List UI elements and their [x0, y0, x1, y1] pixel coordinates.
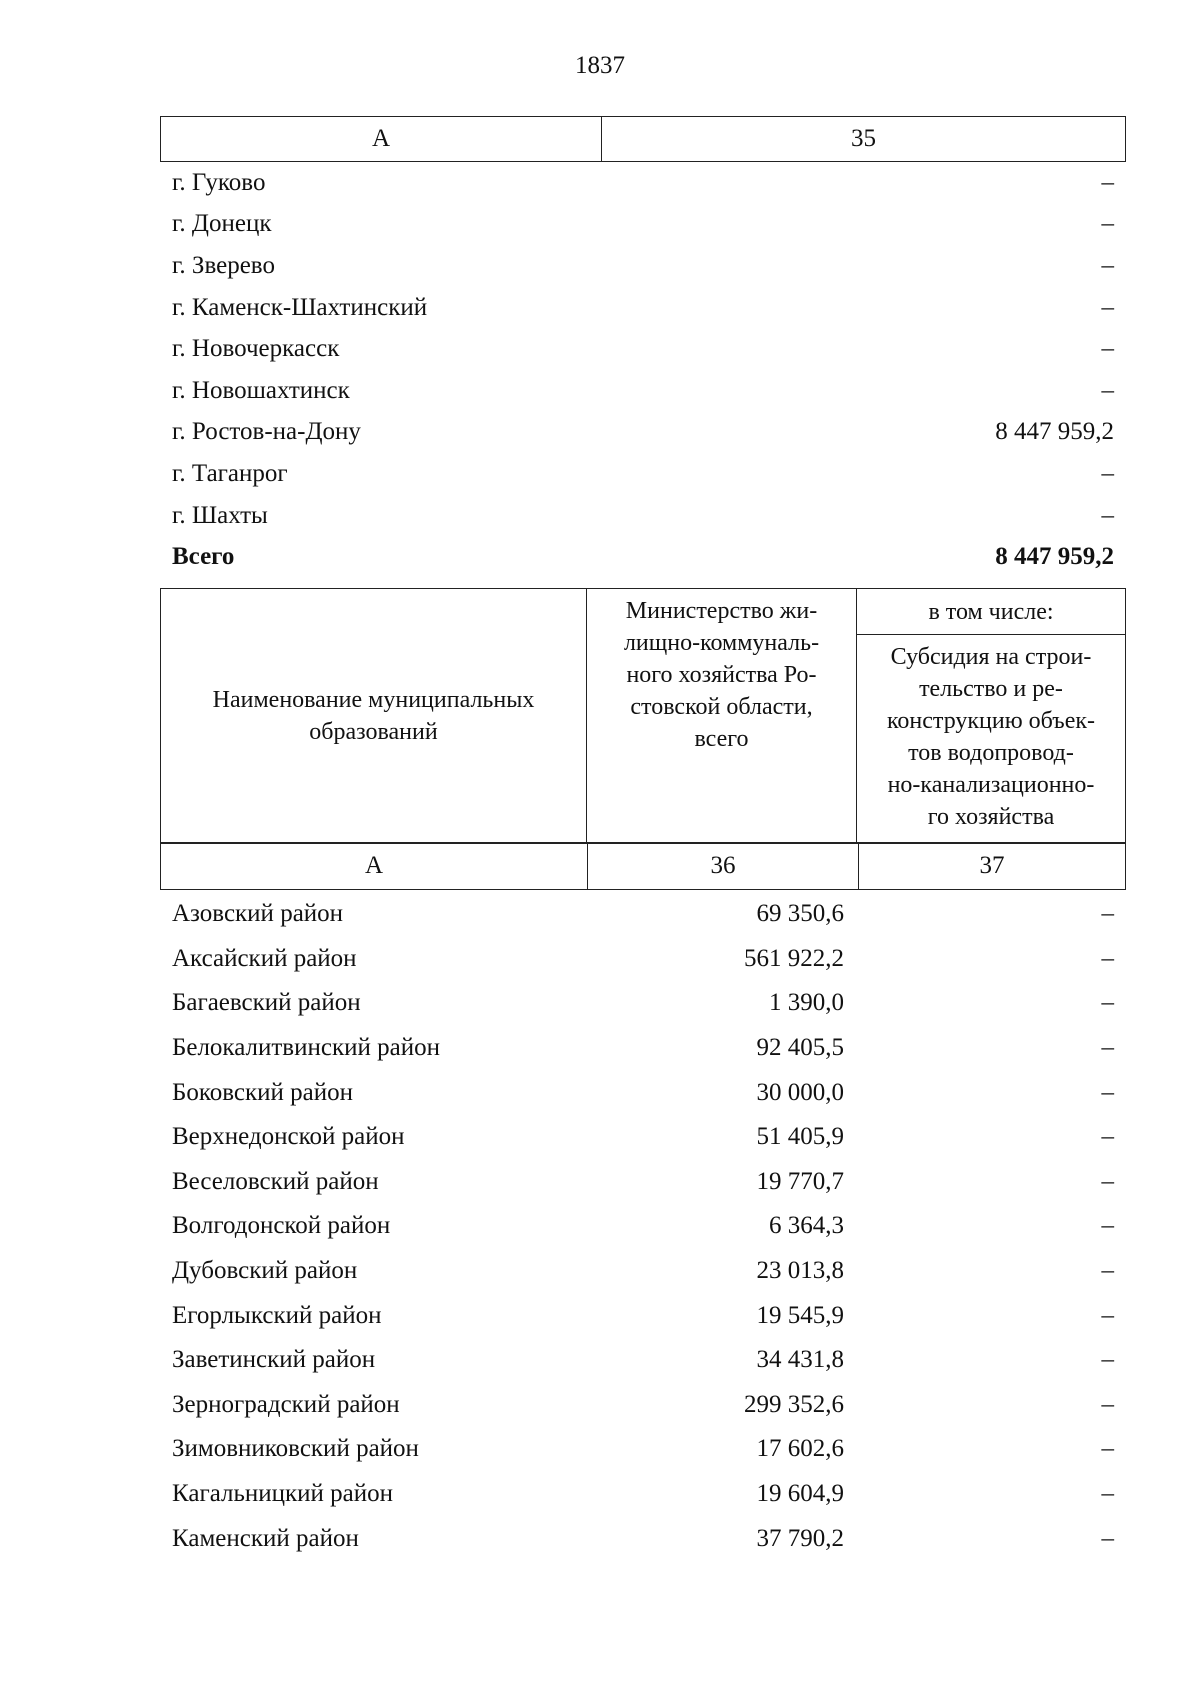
row-value-37: – — [1101, 1078, 1114, 1106]
col-number-36: 36 — [588, 843, 859, 889]
table-row — [160, 1293, 1126, 1338]
row-name: Боковский район — [172, 1078, 353, 1106]
row-value-37: – — [1101, 1034, 1114, 1062]
table-row — [160, 892, 1126, 937]
table-row — [160, 981, 1126, 1026]
table-row — [160, 1249, 1126, 1294]
row-value-37: – — [1101, 1524, 1114, 1552]
table-row — [160, 1516, 1126, 1561]
table1-body — [160, 162, 1126, 578]
col-number-a: А — [161, 843, 588, 889]
row-name: г. Новочеркасск — [172, 335, 340, 363]
table-row — [160, 1383, 1126, 1428]
subsidy-header — [857, 635, 1125, 843]
row-name: г. Ростов-на-Дону — [172, 418, 361, 446]
row-value: – — [1101, 251, 1114, 279]
row-value-36: 30 000,0 — [756, 1078, 844, 1106]
row-value: – — [1101, 293, 1114, 321]
row-value-36: 561 922,2 — [744, 944, 844, 972]
row-name: г. Шахты — [172, 501, 268, 529]
header-line: тов водопровод- — [908, 740, 1074, 766]
table-row — [160, 204, 1126, 246]
header-line: Субсидия на строи- — [890, 644, 1092, 670]
col-number-37: 37 — [979, 852, 1005, 879]
row-value: – — [1101, 459, 1114, 487]
row-name: Веселовский район — [172, 1167, 379, 1195]
row-value: – — [1101, 335, 1114, 363]
row-name: Верхнедонской район — [172, 1123, 405, 1151]
header-line: конструкцию объек- — [886, 708, 1095, 734]
table-row — [160, 1070, 1126, 1115]
table-row — [160, 162, 1126, 204]
row-value-37: – — [1101, 1435, 1114, 1463]
row-value-37: – — [1101, 1167, 1114, 1195]
row-value-37: – — [1101, 944, 1114, 972]
row-value-36: 19 604,9 — [756, 1480, 844, 1508]
row-value-37: – — [1101, 1480, 1114, 1508]
row-value-37: – — [1101, 1346, 1114, 1374]
row-value-37: – — [1101, 1301, 1114, 1329]
row-value-36: 1 390,0 — [769, 989, 844, 1017]
row-name: Кагальницкий район — [172, 1480, 394, 1508]
row-value-37: – — [1101, 1390, 1114, 1418]
table1-header-col-a: А — [161, 117, 602, 161]
table-row — [160, 1427, 1126, 1472]
row-name: Белокалитвинский район — [172, 1034, 440, 1062]
row-value-37: – — [1101, 1212, 1114, 1240]
row-value-36: 17 602,6 — [756, 1435, 844, 1463]
row-value-37: – — [1101, 989, 1114, 1017]
table-row — [160, 1472, 1126, 1517]
table2-body — [160, 892, 1126, 1561]
row-name: г. Новошахтинск — [172, 376, 350, 404]
row-name: г. Таганрог — [172, 459, 288, 487]
table-row — [160, 1338, 1126, 1383]
row-value: – — [1101, 501, 1114, 529]
table-row — [160, 1160, 1126, 1205]
table-row — [160, 453, 1126, 495]
row-value-36: 299 352,6 — [744, 1390, 844, 1418]
total-label: Всего — [172, 543, 235, 571]
header-line: ного хозяйства Ро- — [626, 662, 817, 688]
row-value-36: 23 013,8 — [756, 1257, 844, 1285]
header-line: Министерство жи- — [625, 598, 818, 624]
page-number: 1837 — [575, 52, 625, 79]
table2-header-col-a — [161, 589, 587, 843]
row-value-37: – — [1101, 900, 1114, 928]
table-row — [160, 1204, 1126, 1249]
table-row — [160, 495, 1126, 537]
table-row — [160, 245, 1126, 287]
row-name: Зерноградский район — [172, 1390, 400, 1418]
header-line: го хозяйства — [927, 804, 1055, 830]
row-value-37: – — [1101, 1123, 1114, 1151]
row-name: Волгодонской район — [172, 1212, 391, 1240]
header-line: тельство и ре- — [919, 676, 1063, 702]
header-line: стовской области, — [630, 694, 813, 720]
table-row — [160, 937, 1126, 982]
row-value-36: 19 545,9 — [756, 1301, 844, 1329]
row-name: Дубовский район — [172, 1257, 358, 1285]
table-row — [160, 370, 1126, 412]
row-value-36: 51 405,9 — [756, 1123, 844, 1151]
header-line: но-канализационно- — [887, 772, 1095, 798]
table2-header — [160, 588, 1126, 844]
row-value-36: 37 790,2 — [756, 1524, 844, 1552]
table2-header-col-36 — [587, 589, 857, 843]
row-name: Каменский район — [172, 1524, 359, 1552]
table-row — [160, 328, 1126, 370]
table2-column-numbers — [160, 842, 1126, 890]
row-name: Аксайский район — [172, 944, 357, 972]
row-value-37: – — [1101, 1257, 1114, 1285]
header-line: Наименование муниципальных — [212, 687, 535, 713]
table1-header — [160, 116, 1126, 162]
header-line: образований — [309, 719, 438, 745]
row-value: – — [1101, 376, 1114, 404]
row-value: 8 447 959,2 — [995, 418, 1114, 446]
table-row — [160, 287, 1126, 329]
header-line: всего — [694, 726, 749, 752]
row-name: г. Зверево — [172, 251, 275, 279]
row-name: Азовский район — [172, 900, 344, 928]
table-row — [160, 412, 1126, 454]
row-value-36: 19 770,7 — [756, 1167, 844, 1195]
in-total-label: в том числе: — [857, 589, 1125, 635]
row-name: г. Каменск-Шахтинский — [172, 293, 428, 321]
row-value: – — [1101, 168, 1114, 196]
row-name: г. Донецк — [172, 210, 272, 238]
row-value-36: 92 405,5 — [756, 1034, 844, 1062]
table-row — [160, 1026, 1126, 1071]
row-name: Зимовниковский район — [172, 1435, 419, 1463]
row-name: Багаевский район — [172, 989, 361, 1017]
table-row — [160, 1115, 1126, 1160]
total-value: 8 447 959,2 — [995, 543, 1114, 571]
row-name: г. Гуково — [172, 168, 266, 196]
total-row — [160, 536, 1126, 578]
row-name: Заветинский район — [172, 1346, 376, 1374]
row-value-36: 69 350,6 — [756, 900, 844, 928]
row-value: – — [1101, 210, 1114, 238]
row-name: Егорлыкский район — [172, 1301, 382, 1329]
table2-header-col-37 — [857, 589, 1125, 843]
row-value-36: 34 431,8 — [756, 1346, 844, 1374]
row-value-36: 6 364,3 — [769, 1212, 844, 1240]
table1-header-col-35: 35 — [851, 125, 876, 152]
header-line: лищно-коммуналь- — [623, 630, 820, 656]
